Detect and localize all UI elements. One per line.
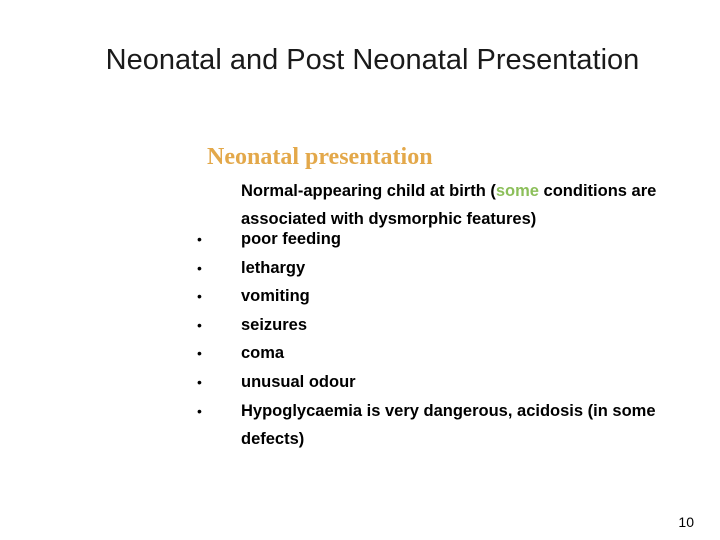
bullet-icon: •	[197, 288, 202, 305]
bullet-text: lethargy	[241, 258, 306, 277]
bullet-icon: •	[197, 316, 202, 333]
slide-title: Neonatal and Post Neonatal Presentation	[105, 44, 640, 76]
bullet-text: poor feeding	[241, 230, 341, 248]
bullet-item	[190, 225, 670, 254]
bullet-icon: •	[197, 231, 202, 247]
bullet-item	[190, 339, 670, 368]
intro-highlight-word: some	[495, 182, 539, 200]
bullet-text: vomiting	[241, 287, 310, 306]
bullet-item	[190, 397, 670, 454]
bullet-item	[190, 311, 670, 340]
bullet-text: seizures	[241, 315, 308, 334]
section-heading: Neonatal presentation	[207, 144, 433, 170]
page-number: 10	[678, 514, 694, 530]
bullet-text: Hypoglycaemia is very dangerous, acidosis (in some defects)	[241, 401, 656, 449]
bullet-item	[190, 254, 670, 283]
bullet-icon: •	[197, 402, 202, 419]
bullet-item	[190, 368, 670, 397]
intro-text-after: conditions are associated with dysmorphic features)	[241, 182, 657, 228]
bullet-text: unusual odour	[241, 372, 356, 391]
bullet-icon: •	[197, 345, 202, 362]
bullet-list	[190, 225, 670, 454]
bullet-icon: •	[197, 373, 202, 390]
bullet-item	[190, 282, 670, 311]
bullet-text: coma	[241, 344, 285, 363]
intro-text-before: Normal-appearing child at birth (	[241, 182, 496, 200]
bullet-icon: •	[197, 259, 202, 276]
